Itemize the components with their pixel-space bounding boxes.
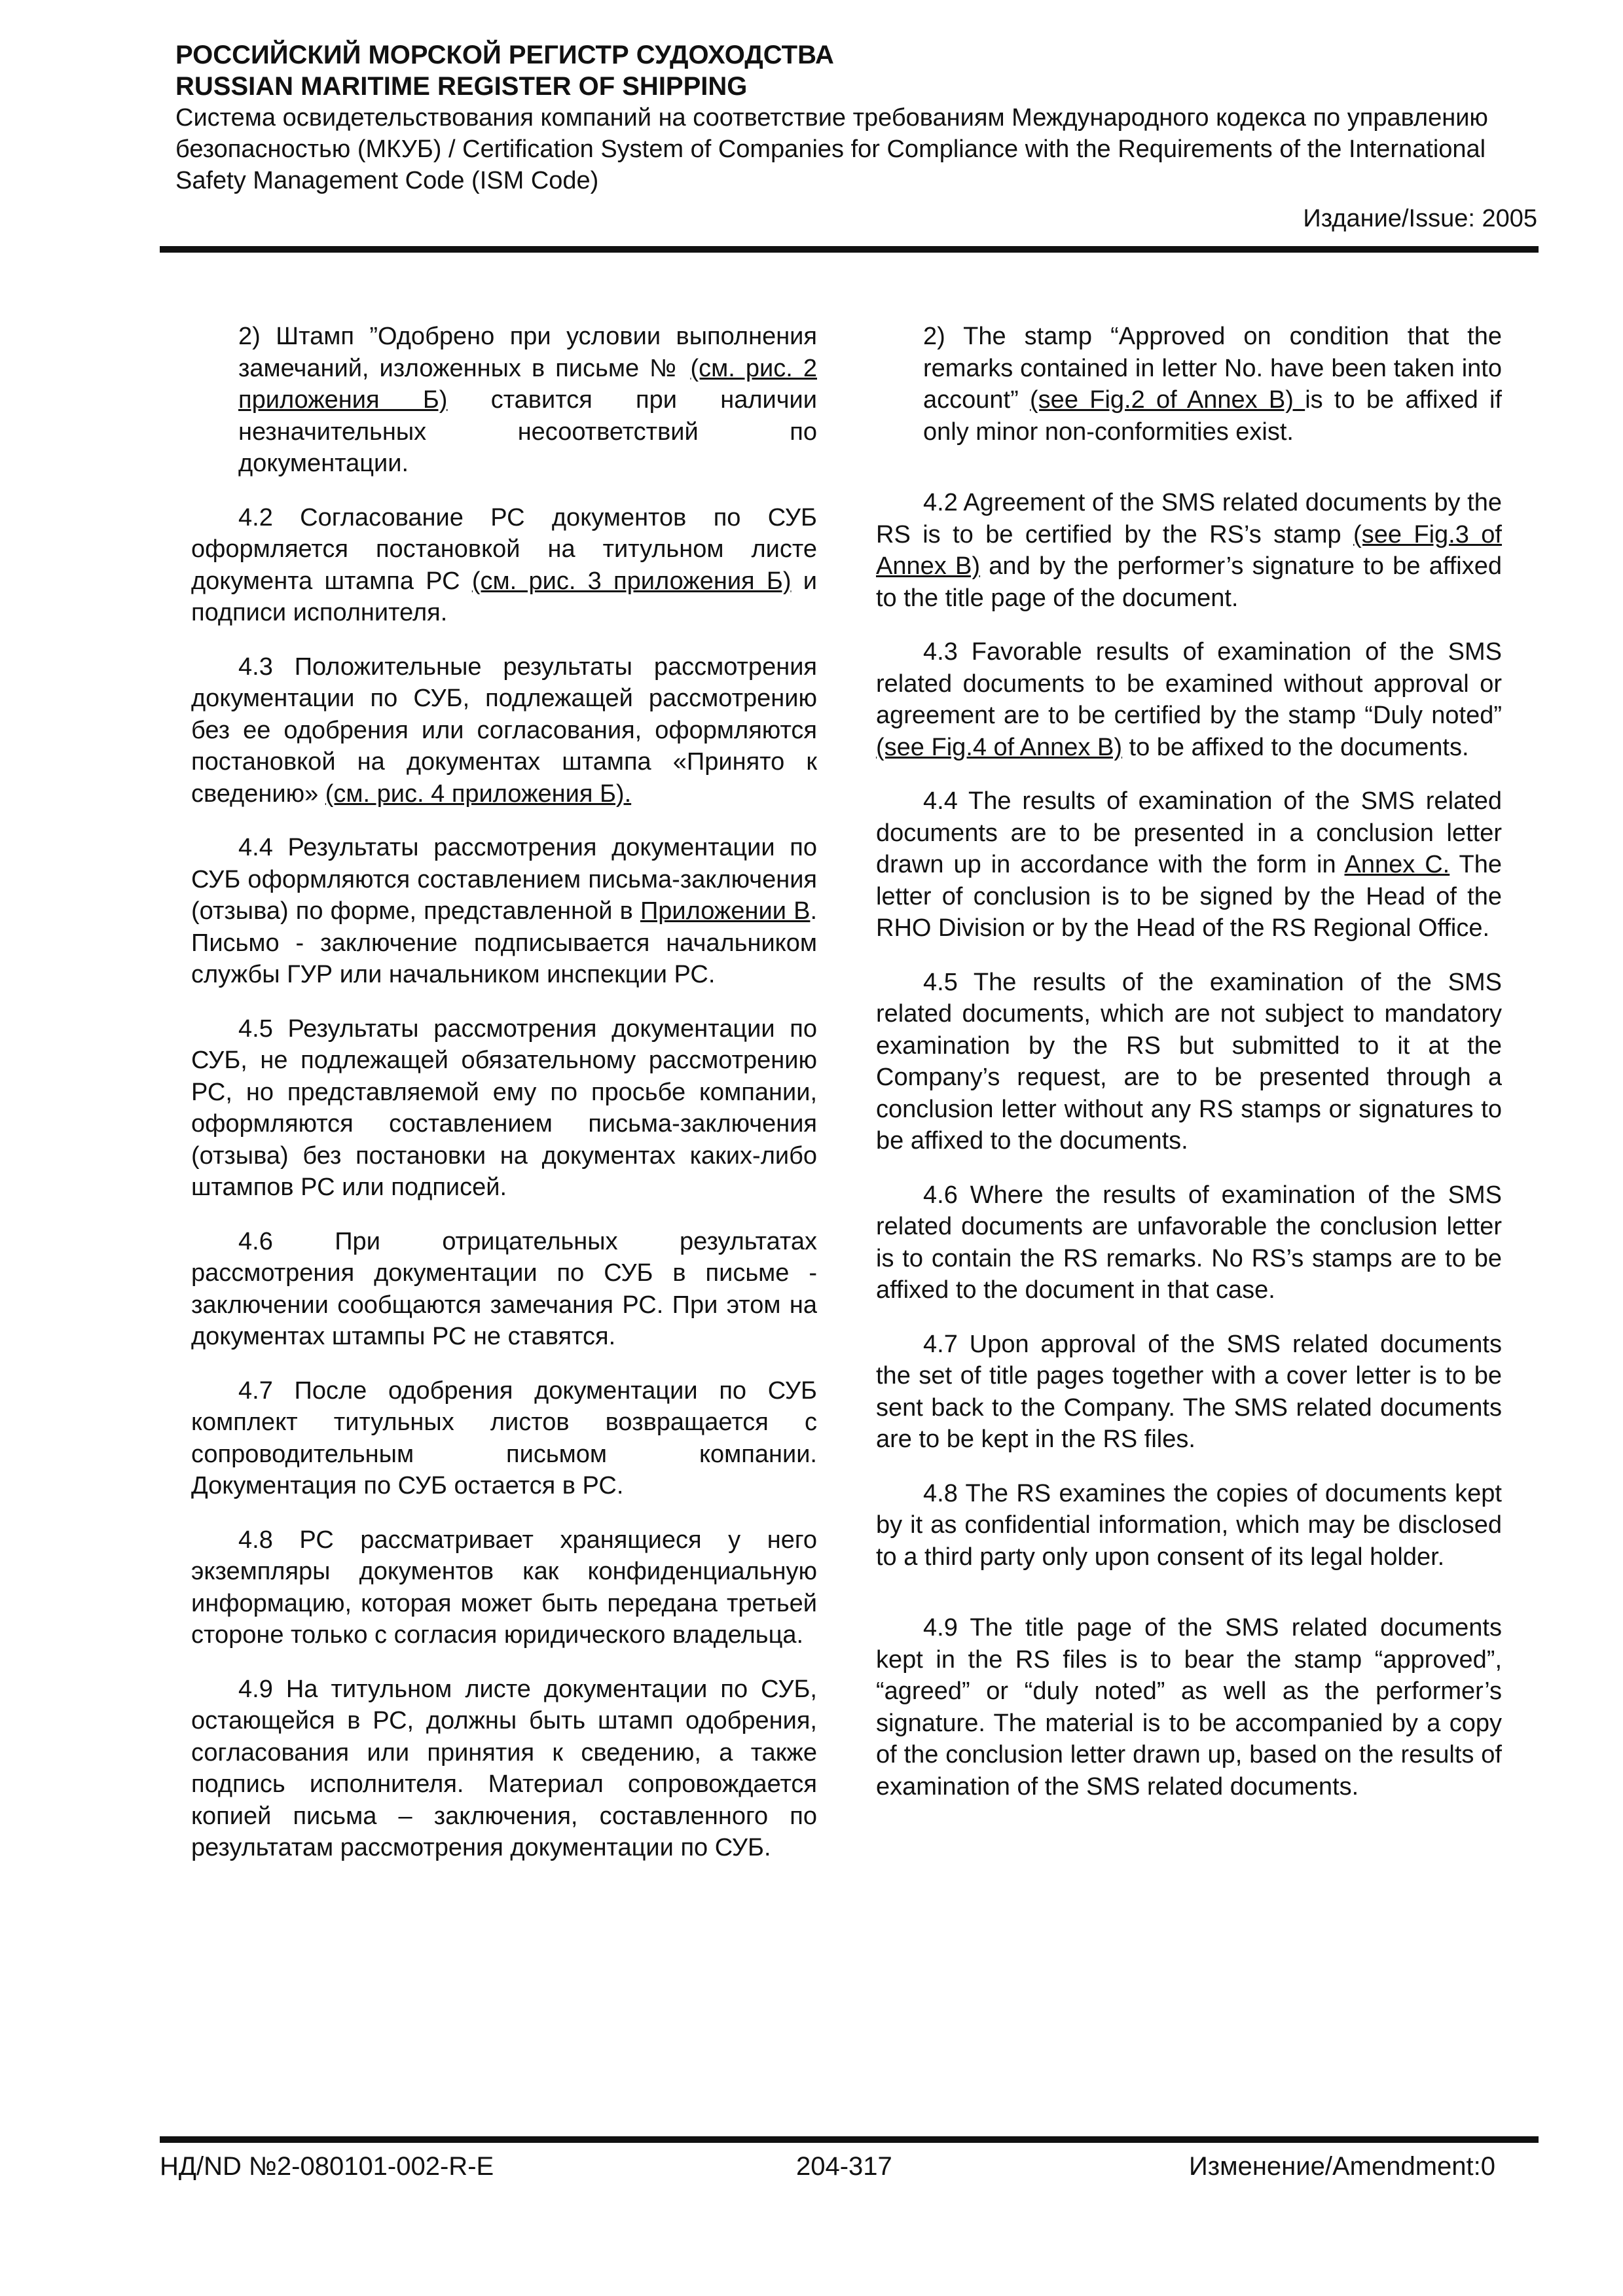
annex-reference-link[interactable]: (see Fig.3 of Annex B) <box>876 520 1502 580</box>
paragraph-stamp-conditional-ru: 2) Штамп ”Одобрено при условии выполнения замечаний, изложенных в письме № (см. рис. 2 приложения Б) ставится при наличии незначительных несоответствий по документации. <box>238 323 817 477</box>
paragraph-4-9-en: 4.9 The title page of the SMS related documents kept in the RS files is to bear the stamp “approved”, “agreed” or “duly noted” as well as the performer’s signature. The material is to be accompanied by a copy of the conclusion letter drawn up, based on the results of examination of the SMS related documents. <box>876 1614 1502 1801</box>
paragraph-4-9-ru: 4.9 На титульном листе документации по СУБ, остающейся в РС, должны быть штамп одобрения, согласования или принятия к сведению, а также подпись исполнителя. Материал сопровождается копией письма – заключения, составленного по результатам рассмотрения документации по СУБ. <box>191 1675 817 1861</box>
russian-column <box>191 321 817 1886</box>
paragraph-stamp-conditional-en: 2) The stamp “Approved on condition that the remarks contained in letter No. have been taken into account” (see Fig.2 of Annex B) is to be affixed if only minor non-conformities exist. <box>923 323 1502 446</box>
paragraph-4-4-en: 4.4 The results of examination of the SMS related documents are to be presented in a conclusion letter drawn up in accordance with the form in Annex C. The letter of conclusion is to be signed by the Head of the RHO Division or by the Head of the RS Regional Office. <box>876 787 1503 942</box>
issue-label: Издание/Issue: 2005 <box>1303 205 1537 232</box>
annex-reference-link[interactable]: Annex C. <box>1344 851 1450 878</box>
amendment-label: Изменение/Amendment:0 <box>1189 2152 1495 2181</box>
paragraph-4-4-ru: 4.4 Результаты рассмотрения документации по СУБ оформляются составлением письма-заключения (отзыва) по форме, представленной в Приложении В. Письмо - заключение подписывается начальником службы ГУР или начальником инспекции РС. <box>191 834 817 988</box>
org-name-en: RUSSIAN MARITIME REGISTER OF SHIPPING <box>175 72 748 101</box>
annex-reference-link[interactable]: (see Fig.2 of Annex B) <box>1030 386 1305 414</box>
page-number: 204-317 <box>796 2152 892 2181</box>
paragraph-4-7-en: 4.7 Upon approval of the SMS related documents the set of title pages together with a cover letter is to be sent back to the Company. The SMS related documents are to be kept in the RS files. <box>876 1330 1502 1453</box>
footer-divider <box>160 2136 1539 2143</box>
annex-reference-link[interactable]: (см. рис. 2 приложения Б) <box>238 354 817 414</box>
header-divider <box>160 246 1539 253</box>
english-column <box>876 321 1502 1825</box>
org-name-ru: РОССИЙСКИЙ МОРСКОЙ РЕГИСТР СУДОХОДСТВА <box>175 41 834 69</box>
paragraph-4-3-ru: 4.3 Положительные результаты рассмотрения документации по СУБ, подлежащей рассмотрению без ее одобрения или согласования, оформляются постановкой на документах штампа «Принято к сведению» (см. рис. 4 приложения Б). <box>191 653 817 808</box>
paragraph-4-7-ru: 4.7 После одобрения документации по СУБ комплект титульных листов возвращается с сопроводительным письмом компании. Документация по СУБ остается в РС. <box>191 1376 817 1499</box>
page-header <box>175 39 1537 234</box>
paragraph-4-5-ru: 4.5 Результаты рассмотрения документации по СУБ, не подлежащей обязательному рассмотрению РС, но представляемой ему по просьбе компании, оформляются составлением письма-заключения (отзыва) без постановки на документах каких-либо штампов РС или подписей. <box>191 1014 817 1201</box>
paragraph-4-5-en: 4.5 The results of the examination of the SMS related documents, which are not subject to mandatory examination by the RS but submitted to it at the Company’s request, are to be presented through a conclusion letter without any RS stamps or signatures to be affixed to the documents. <box>876 968 1502 1155</box>
annex-reference-link[interactable]: (см. рис. 3 приложения Б) <box>471 567 792 595</box>
annex-reference-link[interactable]: (см. рис. 4 приложения Б). <box>325 780 632 808</box>
paragraph-4-6-en: 4.6 Where the results of examination of the SMS related documents are unfavorable the conclusion letter is to contain the RS remarks. No RS’s stamps are to be affixed to the document in that case. <box>876 1181 1502 1304</box>
paragraph-4-8-en: 4.8 The RS examines the copies of documents kept by it as confidential information, which may be disclosed to a third party only upon consent of its legal holder. <box>876 1479 1502 1571</box>
annex-reference-link[interactable]: Приложении В <box>640 897 811 925</box>
paragraph-4-2-en: 4.2 Agreement of the SMS related documents by the RS is to be certified by the RS’s stamp (see Fig.3 of Annex B) and by the performer’s signature to be affixed to the title page of the document. <box>876 489 1502 612</box>
document-number: НД/ND №2-080101-002-R-E <box>160 2152 494 2181</box>
paragraph-4-3-en: 4.3 Favorable results of examination of the SMS related documents to be examined without approval or agreement are to be certified by the stamp “Duly noted” (see Fig.4 of Annex B) to be affixed to the documents. <box>876 638 1502 761</box>
annex-reference-link[interactable]: (see Fig.4 of Annex B) <box>876 733 1122 761</box>
paragraph-4-6-ru: 4.6 При отрицательных результатах рассмотрения документации по СУБ в письме - заключении сообщаются замечания РС. При этом на документах штампы РС не ставятся. <box>191 1227 817 1350</box>
paragraph-4-8-ru: 4.8 РС рассматривает хранящиеся у него экземпляры документов как конфиденциальную информацию, которая может быть передана третьей стороне только с согласия юридического владельца. <box>191 1526 817 1649</box>
paragraph-4-2-ru: 4.2 Согласование РС документов по СУБ оформляется постановкой на титульном листе документа штампа РС (см. рис. 3 приложения Б) и подписи исполнителя. <box>191 503 817 626</box>
page-footer <box>160 2148 1539 2187</box>
system-title: Система освидетельствования компаний на соответствие требованиям Международного кодекса по управлению безопасностью (МКУБ) / Certification System of Companies for Compliance with the Requirements of the International Safety Management Code (ISM Code) <box>175 104 1488 194</box>
